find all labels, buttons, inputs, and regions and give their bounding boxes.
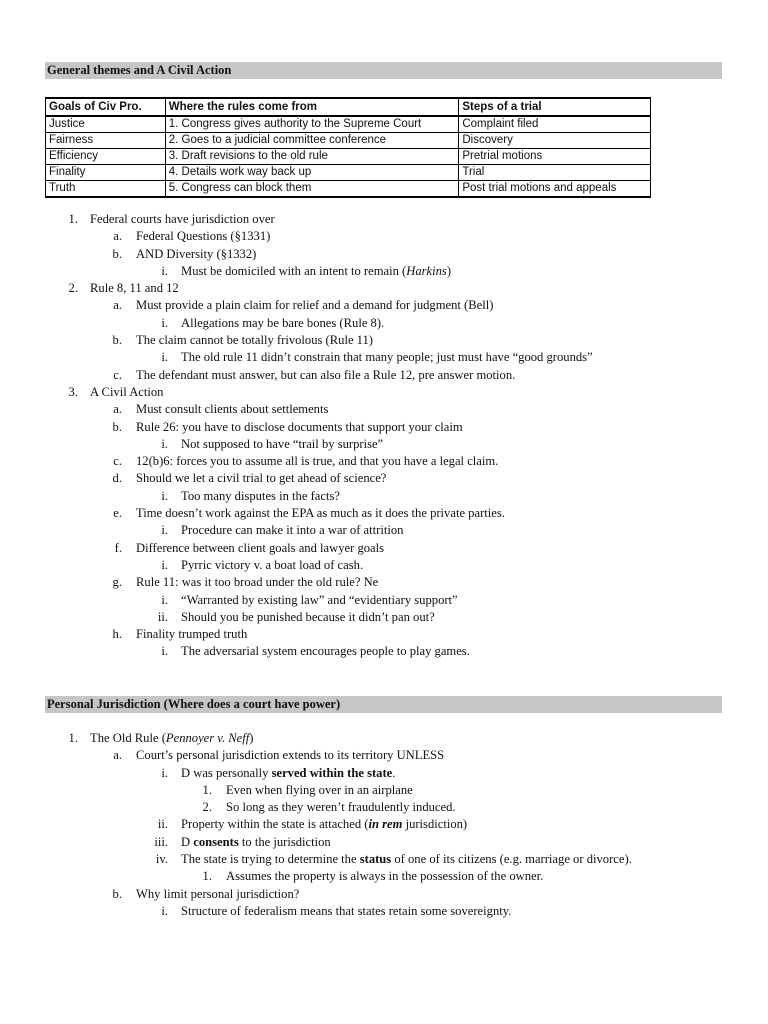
column-header-trial-steps: Steps of a trial xyxy=(459,98,651,116)
outline-item xyxy=(0,834,768,851)
outline-text: 12(b)6: forces you to assume all is true, and that you have a legal claim. xyxy=(136,454,499,469)
outline-item xyxy=(0,730,768,747)
table-cell: 4. Details work way back up xyxy=(165,165,459,181)
outline-item xyxy=(0,522,768,539)
outline-item xyxy=(0,349,768,366)
outline-text-run: . xyxy=(392,765,396,780)
table-cell: Justice xyxy=(46,116,166,133)
outline-item xyxy=(0,453,768,470)
outline-marker: b. xyxy=(112,333,122,348)
outline-text: The adversarial system encourages people to play games. xyxy=(181,644,470,659)
outline-text: Court’s personal jurisdiction extends to its territory UNLESS xyxy=(136,748,445,763)
table-cell: 5. Congress can block them xyxy=(165,181,459,198)
outline-item xyxy=(0,211,768,228)
outline-marker: g. xyxy=(112,575,122,590)
outline-text-run: Property within the state is attached ( xyxy=(181,817,369,832)
outline-text: Federal Questions (§1331) xyxy=(136,229,271,244)
outline-item xyxy=(0,401,768,418)
outline-text-run: jurisdiction) xyxy=(402,817,468,832)
outline-text-run: Pennoyer v. Neff xyxy=(165,731,250,745)
outline-marker: 3. xyxy=(68,384,78,399)
outline-marker: i. xyxy=(161,765,168,780)
outline-text: The defendant must answer, but can also file a Rule 12, pre answer motion. xyxy=(136,367,516,382)
outline-item xyxy=(0,505,768,522)
table-cell: 1. Congress gives authority to the Supreme Court xyxy=(165,116,459,133)
outline-text: Federal courts have jurisdiction over xyxy=(90,212,275,226)
table-row xyxy=(46,149,651,165)
outline-text-run: of one of its citizens (e.g. marriage or divorce). xyxy=(391,852,632,867)
outline-marker: b. xyxy=(112,246,122,261)
outline-text: Rule 11: was it too broad under the old rule? Ne xyxy=(136,575,379,590)
table-cell: Pretrial motions xyxy=(459,149,651,165)
outline-marker: i. xyxy=(161,592,168,607)
outline-item xyxy=(0,557,768,574)
outline-marker: e. xyxy=(113,506,122,521)
outline-text: Finality trumped truth xyxy=(136,627,248,642)
outline-item xyxy=(0,332,768,349)
outline-text xyxy=(181,765,395,782)
outline-text: So long as they weren’t fraudulently induced. xyxy=(226,800,456,815)
table-row xyxy=(46,181,651,198)
outline-item xyxy=(0,626,768,643)
outline-item xyxy=(0,384,768,401)
outline-item xyxy=(0,747,768,764)
outline-marker: 2. xyxy=(68,281,78,296)
outline-civil-action xyxy=(0,211,768,661)
outline-text: “Warranted by existing law” and “evidentiary support” xyxy=(181,592,458,607)
outline-marker: 2. xyxy=(202,800,212,815)
outline-text: A Civil Action xyxy=(90,384,164,399)
outline-text-run: in rem xyxy=(368,817,403,832)
table-row xyxy=(46,133,651,149)
outline-marker: i. xyxy=(161,436,168,451)
outline-text: Rule 8, 11 and 12 xyxy=(90,281,179,296)
outline-text-run: status xyxy=(359,852,392,867)
table-row xyxy=(46,165,651,181)
outline-marker: i. xyxy=(161,315,168,330)
outline-text-run: The Old Rule ( xyxy=(90,731,166,745)
outline-marker: iii. xyxy=(154,834,168,849)
outline-text: Should we let a civil trial to get ahead of science? xyxy=(136,471,387,486)
outline-text: Structure of federalism means that states retain some sovereignty. xyxy=(181,903,512,918)
outline-text: Must provide a plain claim for relief and a demand for judgment (Bell) xyxy=(136,298,494,313)
outline-text: Should you be punished because it didn’t pan out? xyxy=(181,609,435,624)
outline-text-run: to the jurisdiction xyxy=(238,834,331,849)
outline-marker: i. xyxy=(161,644,168,659)
summary-table xyxy=(45,97,651,198)
outline-item xyxy=(0,280,768,297)
outline-marker: 1. xyxy=(202,782,212,797)
outline-marker: i. xyxy=(161,350,168,365)
outline-text: Time doesn’t work against the EPA as much as it does the private parties. xyxy=(136,506,505,521)
outline-marker: d. xyxy=(112,471,122,486)
outline-item xyxy=(0,263,768,280)
section-heading-personal-jurisdiction: Personal Jurisdiction (Where does a court have power) xyxy=(45,696,722,713)
outline-marker: f. xyxy=(114,540,122,555)
outline-text-run: consents xyxy=(193,834,239,849)
outline-text: The old rule 11 didn’t constrain that many people; just must have “good grounds” xyxy=(181,350,593,365)
outline-text: Not supposed to have “trail by surprise” xyxy=(181,436,384,451)
outline-text: Procedure can make it into a war of attrition xyxy=(181,523,404,538)
outline-item xyxy=(0,903,768,920)
outline-marker: i. xyxy=(161,263,168,278)
outline-marker: a. xyxy=(113,748,122,763)
outline-marker: 1. xyxy=(68,731,78,745)
outline-marker: i. xyxy=(161,488,168,503)
outline-marker: iv. xyxy=(155,852,168,867)
outline-marker: h. xyxy=(112,627,122,642)
outline-text xyxy=(181,851,632,868)
outline-text: Difference between client goals and lawyer goals xyxy=(136,540,385,555)
table-cell: Fairness xyxy=(46,133,166,149)
outline-personal-jurisdiction xyxy=(0,730,768,920)
outline-item xyxy=(0,799,768,816)
outline-marker: 1. xyxy=(202,869,212,884)
outline-item xyxy=(0,436,768,453)
column-header-rules-source: Where the rules come from xyxy=(165,98,459,116)
outline-item xyxy=(0,592,768,609)
outline-marker: a. xyxy=(113,229,122,244)
outline-text: Why limit personal jurisdiction? xyxy=(136,886,300,901)
outline-text-run: D was personally xyxy=(181,765,272,780)
outline-text-run: D xyxy=(181,834,194,849)
outline-item xyxy=(0,488,768,505)
outline-item xyxy=(0,609,768,626)
outline-marker: i. xyxy=(161,903,168,918)
table-cell: Trial xyxy=(459,165,651,181)
outline-item xyxy=(0,643,768,660)
outline-marker: ii. xyxy=(157,817,168,832)
outline-item xyxy=(0,470,768,487)
outline-item xyxy=(0,367,768,384)
table-cell: Discovery xyxy=(459,133,651,149)
table-header-row xyxy=(46,98,651,116)
outline-item xyxy=(0,297,768,314)
outline-marker: i. xyxy=(161,523,168,538)
table-cell: Efficiency xyxy=(46,149,166,165)
outline-text-run: Harkins xyxy=(406,263,447,278)
outline-item xyxy=(0,816,768,833)
column-header-goals: Goals of Civ Pro. xyxy=(46,98,166,116)
outline-text: AND Diversity (§1332) xyxy=(136,246,257,261)
outline-text: Allegations may be bare bones (Rule 8). xyxy=(181,315,385,330)
outline-text xyxy=(181,263,451,280)
outline-marker: a. xyxy=(113,402,122,417)
outline-text-run: Must be domiciled with an intent to remain ( xyxy=(181,263,407,278)
outline-marker: ii. xyxy=(157,609,168,624)
outline-marker: c. xyxy=(113,454,122,469)
outline-item xyxy=(0,540,768,557)
outline-text xyxy=(181,834,331,851)
outline-item xyxy=(0,246,768,263)
outline-item xyxy=(0,315,768,332)
table-cell: Finality xyxy=(46,165,166,181)
outline-marker: b. xyxy=(112,419,122,434)
outline-text xyxy=(90,730,253,747)
outline-text: Must consult clients about settlements xyxy=(136,402,329,417)
outline-text-run: served within the state xyxy=(271,765,393,780)
outline-item xyxy=(0,782,768,799)
outline-marker: a. xyxy=(113,298,122,313)
outline-item xyxy=(0,868,768,885)
outline-text xyxy=(181,816,467,833)
outline-text: Even when flying over in an airplane xyxy=(226,782,413,797)
outline-text: Pyrric victory v. a boat load of cash. xyxy=(181,557,364,572)
outline-item xyxy=(0,228,768,245)
outline-marker: b. xyxy=(112,886,122,901)
section-heading-general-themes: General themes and A Civil Action xyxy=(45,62,722,79)
outline-text: The claim cannot be totally frivolous (Rule 11) xyxy=(136,333,373,348)
table-row xyxy=(46,116,651,133)
outline-text: Rule 26: you have to disclose documents that support your claim xyxy=(136,419,463,434)
table-cell: Complaint filed xyxy=(459,116,651,133)
outline-text-run: ) xyxy=(446,263,452,278)
outline-text: Too many disputes in the facts? xyxy=(181,488,340,503)
table-cell: 2. Goes to a judicial committee conference xyxy=(165,133,459,149)
outline-item xyxy=(0,574,768,591)
outline-text: Assumes the property is always in the possession of the owner. xyxy=(226,869,544,884)
outline-item xyxy=(0,419,768,436)
outline-text-run: The state is trying to determine the xyxy=(181,852,360,867)
outline-marker: 1. xyxy=(68,212,78,226)
outline-marker: i. xyxy=(161,557,168,572)
outline-item xyxy=(0,886,768,903)
outline-marker: c. xyxy=(113,367,122,382)
table-cell: Post trial motions and appeals xyxy=(459,181,651,198)
table-cell: Truth xyxy=(46,181,166,198)
outline-text-run: ) xyxy=(249,731,254,745)
table-cell: 3. Draft revisions to the old rule xyxy=(165,149,459,165)
outline-item xyxy=(0,851,768,868)
outline-item xyxy=(0,765,768,782)
